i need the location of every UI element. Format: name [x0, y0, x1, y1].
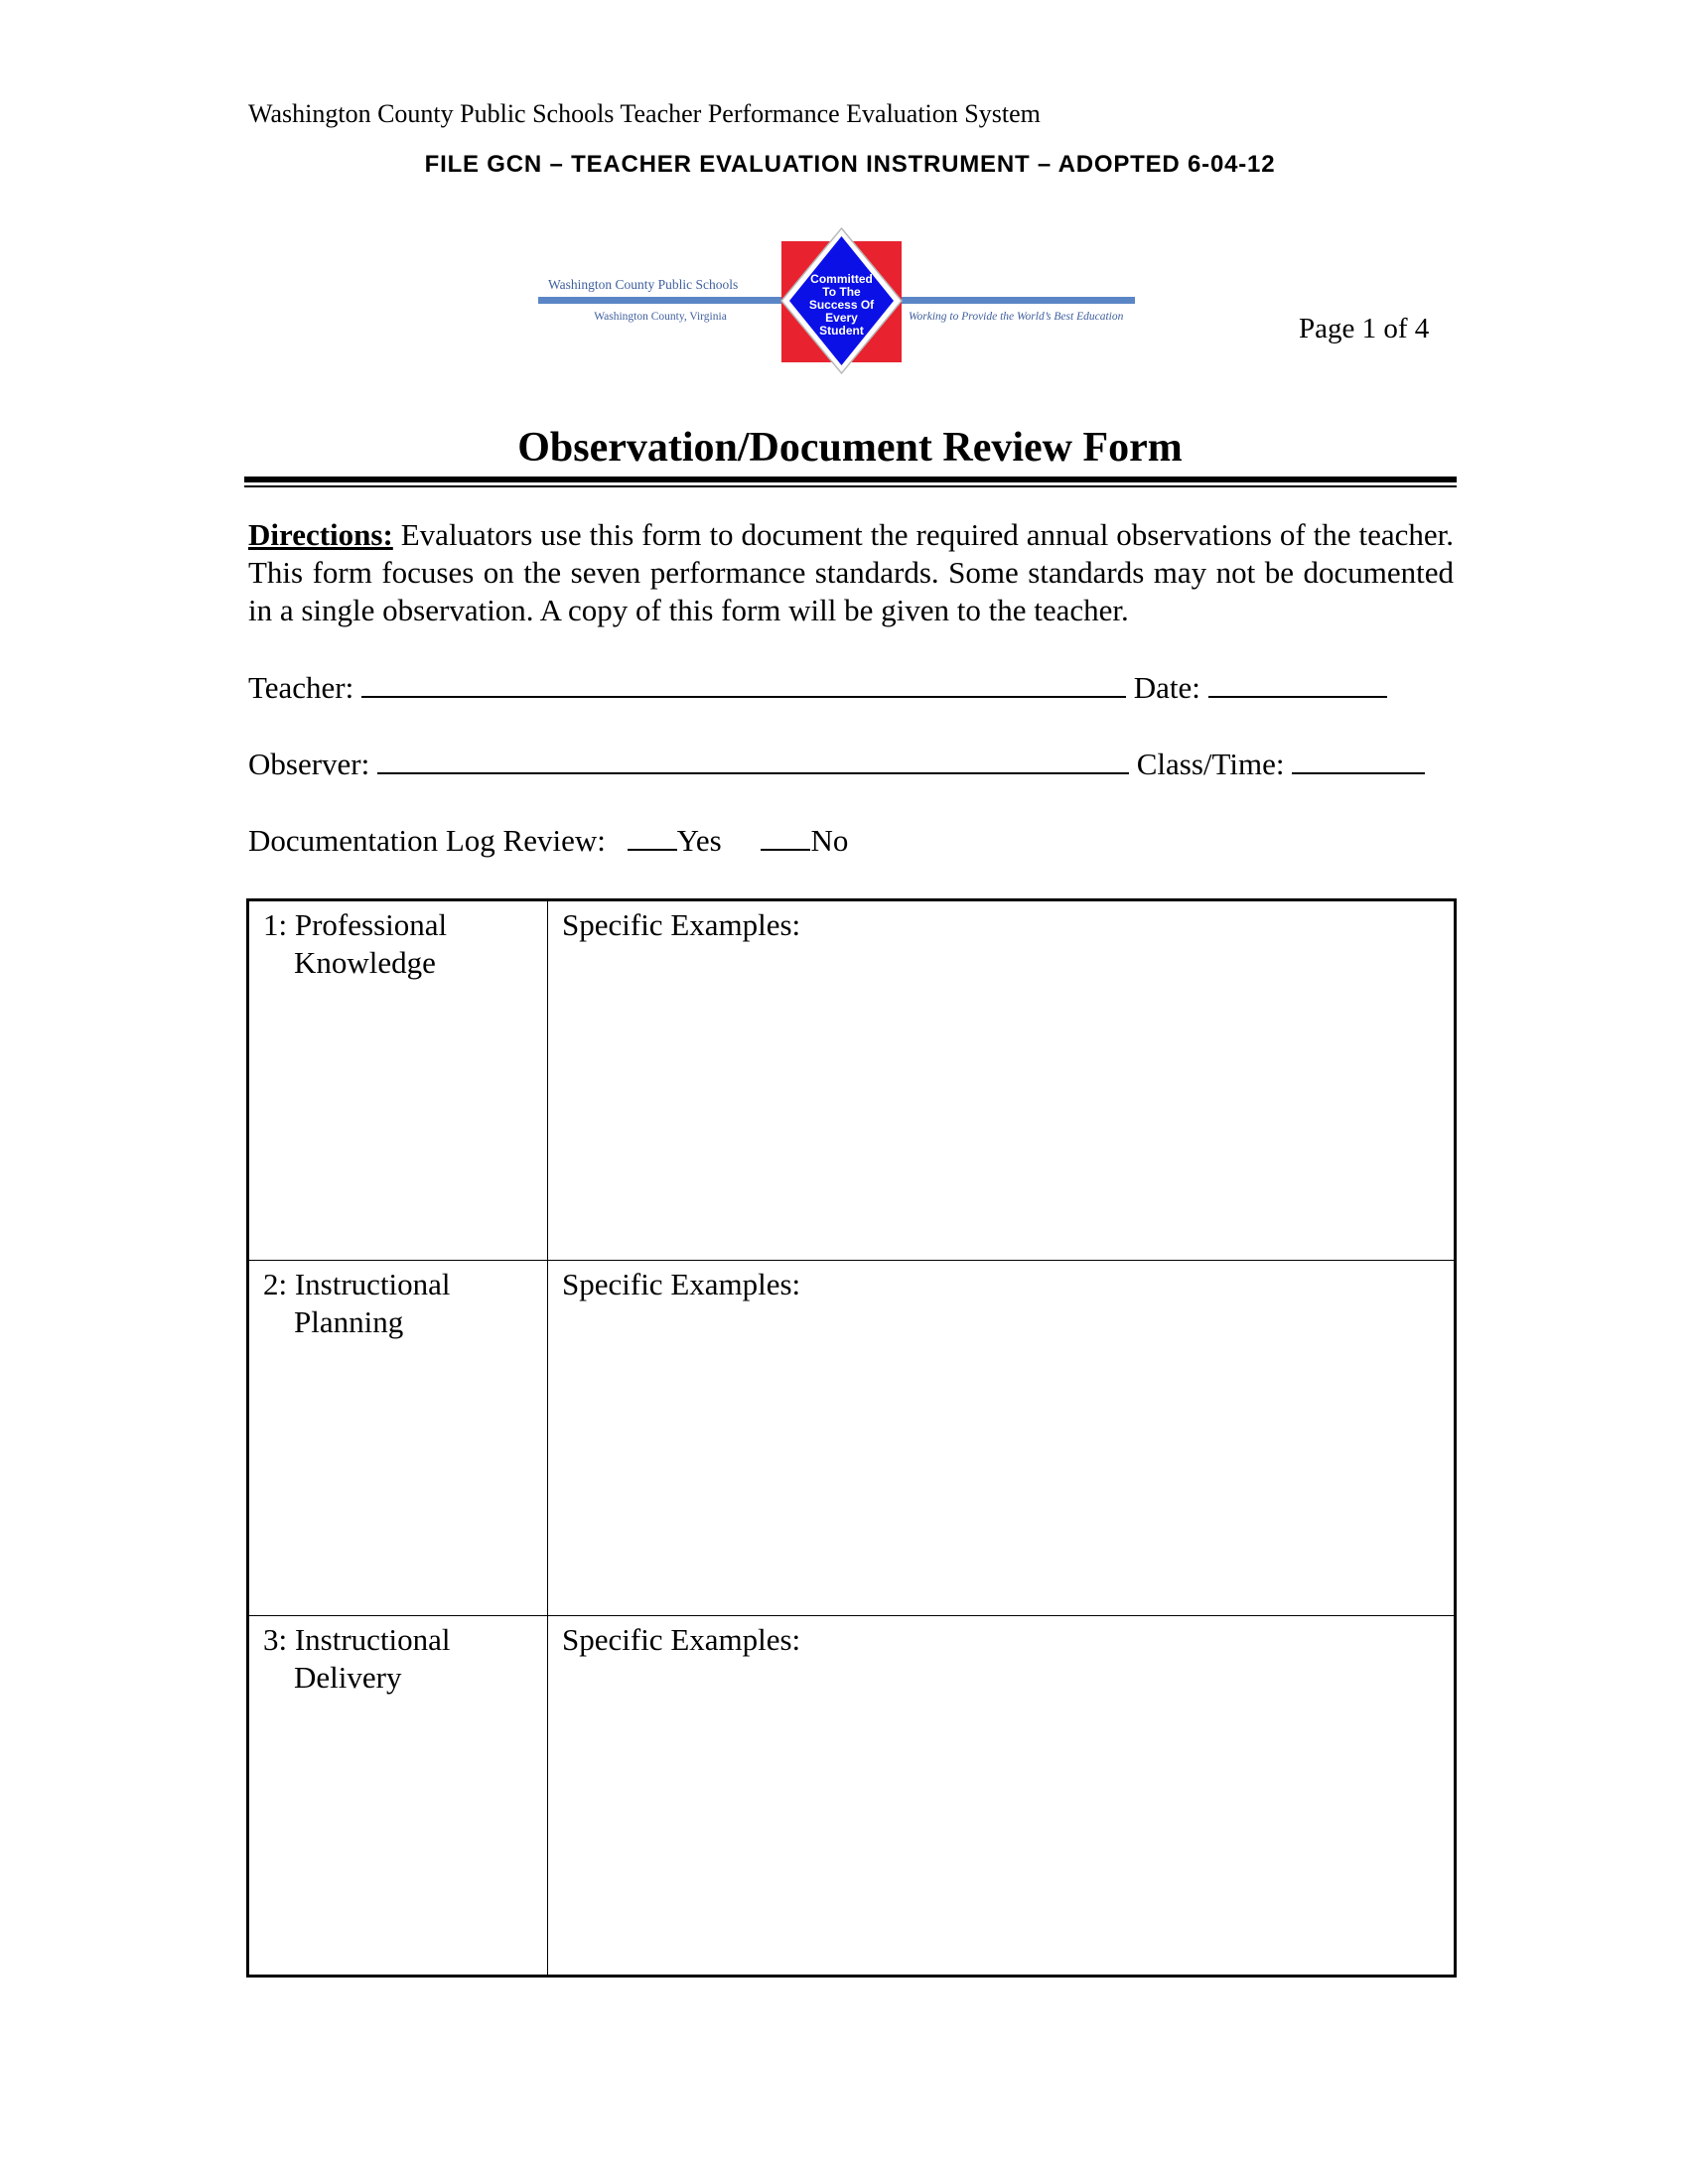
class-time-field[interactable]: [1292, 746, 1425, 774]
observer-field[interactable]: [377, 746, 1129, 774]
standard-name-cell: [248, 1260, 548, 1616]
teacher-date-row: [248, 669, 1454, 707]
standards-table: [246, 898, 1457, 1978]
yes-label: Yes: [676, 823, 722, 858]
form-title: Observation/Document Review Form: [517, 425, 1183, 471]
standard-name-cell: [248, 900, 548, 1261]
examples-cell[interactable]: [548, 1616, 1456, 1977]
logo-org-name: Washington County Public Schools: [548, 277, 739, 292]
table-row: [248, 1616, 1456, 1977]
observer-label: Observer:: [248, 747, 370, 781]
system-title: Washington County Public Schools Teacher Performance Evaluation System: [248, 99, 1041, 128]
no-label: No: [810, 823, 849, 858]
observer-class-row: [248, 746, 1454, 783]
district-logo: [538, 226, 1134, 375]
logo-motto: [781, 273, 902, 338]
title-rule-thick: [244, 477, 1457, 482]
standard-name: 2: Instructional Planning: [263, 1266, 451, 1339]
table-row: [248, 900, 1456, 1261]
date-label: Date:: [1133, 670, 1200, 705]
logo-motto-line: To The: [822, 285, 861, 299]
standard-name: 1: Professional Knowledge: [263, 907, 448, 980]
logo-tagline: Working to Provide the World’s Best Education: [909, 311, 1124, 323]
directions-label: Directions:: [248, 517, 393, 552]
table-row: [248, 1260, 1456, 1616]
directions-paragraph: [248, 516, 1454, 629]
yes-checkbox-blank[interactable]: [628, 822, 677, 851]
page-number: Page 1 of 4: [1299, 313, 1430, 344]
title-rule-thin: [244, 485, 1457, 487]
log-review-label: Documentation Log Review:: [248, 823, 606, 858]
examples-label: Specific Examples:: [562, 907, 801, 942]
logo-bar-right: [901, 297, 1135, 304]
logo-motto-line: Success Of: [808, 298, 875, 312]
logo-motto-line: Committed: [810, 272, 873, 286]
examples-cell[interactable]: [548, 900, 1456, 1261]
logo-location: Washington County, Virginia: [594, 311, 727, 323]
file-title: FILE GCN – TEACHER EVALUATION INSTRUMENT – ADOPTED 6-04-12: [424, 151, 1276, 178]
log-review-row: [248, 822, 1454, 860]
teacher-field[interactable]: [361, 669, 1126, 698]
standard-name-cell: [248, 1616, 548, 1977]
logo-motto-line: Student: [819, 324, 864, 338]
no-checkbox-blank[interactable]: [761, 822, 810, 851]
logo-motto-line: Every: [825, 311, 858, 325]
logo-bar-left: [538, 297, 782, 304]
examples-label: Specific Examples:: [562, 1622, 801, 1658]
examples-cell[interactable]: [548, 1260, 1456, 1616]
standard-name: 3: Instructional Delivery: [263, 1622, 451, 1696]
examples-label: Specific Examples:: [562, 1266, 801, 1301]
date-field[interactable]: [1208, 669, 1387, 698]
directions-text: Evaluators use this form to document the required annual observations of the teacher. This form focuses on the seven performance standards. Some standards may not be documented in a single observation. A copy of this form will be given to the teacher.: [248, 517, 1455, 627]
class-time-label: Class/Time:: [1136, 747, 1285, 781]
teacher-label: Teacher:: [248, 670, 354, 705]
